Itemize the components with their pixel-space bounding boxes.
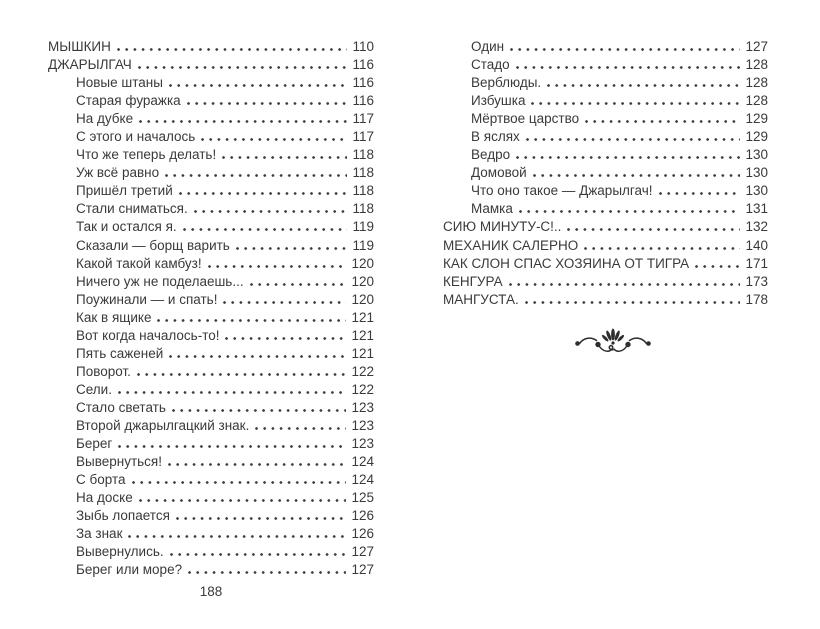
toc-leader-dots [172, 409, 347, 412]
toc-row [443, 110, 768, 128]
toc-entry-label: Зыбь лопается [76, 508, 170, 524]
toc-leader-dots [509, 283, 741, 286]
toc-row [48, 345, 374, 363]
toc-entry-page: 128 [745, 93, 768, 109]
toc-leader-dots [516, 156, 740, 159]
toc-entry-label: МЕХАНИК САЛЕРНО [443, 237, 579, 253]
toc-leader-dots [169, 84, 348, 87]
toc-entry-label: За знак [76, 526, 123, 542]
toc-leader-dots [695, 265, 740, 268]
toc-list-left [48, 38, 374, 579]
toc-row [48, 309, 374, 327]
toc-right-column [443, 38, 768, 309]
toc-row [48, 417, 374, 435]
toc-entry-page: 123 [351, 436, 374, 452]
toc-entry-page: 127 [745, 39, 768, 54]
toc-row [48, 38, 374, 56]
toc-leader-dots [187, 102, 348, 105]
toc-entry-page: 127 [351, 544, 374, 560]
toc-entry-page: 120 [351, 291, 374, 307]
toc-row [443, 92, 768, 110]
toc-leader-dots [526, 138, 741, 141]
toc-entry-page: 123 [351, 417, 374, 433]
toc-entry-page: 123 [351, 399, 374, 415]
toc-entry-label: Избушка [471, 93, 526, 109]
toc-entry-label: Стадо [471, 57, 510, 73]
toc-leader-dots [250, 283, 347, 286]
toc-entry-label: В яслях [471, 129, 520, 145]
toc-row [48, 543, 374, 561]
page-number: 188 [199, 584, 223, 599]
toc-entry-page: 124 [351, 472, 374, 488]
toc-entry-label: Стали сниматься. [76, 201, 188, 217]
toc-entry-page: 128 [745, 57, 768, 73]
toc-row [443, 74, 768, 92]
toc-leader-dots [117, 48, 348, 51]
toc-entry-page: 116 [352, 57, 374, 73]
toc-entry-label: СИЮ МИНУТУ-С!.. [443, 219, 562, 235]
toc-leader-dots [183, 228, 348, 231]
toc-row [48, 128, 374, 146]
toc-row [443, 255, 768, 273]
toc-leader-dots [222, 156, 347, 159]
toc-row [48, 218, 374, 236]
toc-entry-page: 178 [745, 291, 768, 307]
toc-row [443, 164, 768, 182]
toc-entry-page: 125 [351, 490, 374, 506]
toc-row [443, 200, 768, 218]
toc-leader-dots [169, 355, 346, 358]
toc-entry-page: 122 [351, 381, 374, 397]
toc-entry-page: 117 [352, 129, 374, 145]
toc-entry-label: На доске [76, 490, 133, 506]
toc-entry-page: 118 [352, 147, 374, 163]
toc-entry-page: 126 [351, 526, 374, 542]
toc-entry-page: 122 [351, 363, 374, 379]
toc-leader-dots [170, 553, 347, 556]
fleuron-ornament [450, 326, 775, 356]
toc-entry-label: Какой такой камбуз! [76, 255, 202, 271]
toc-leader-dots [194, 210, 348, 213]
toc-leader-dots [179, 192, 348, 195]
toc-entry-label: МЫШКИН [48, 39, 111, 54]
toc-row [48, 273, 374, 291]
toc-entry-page: 116 [352, 75, 374, 91]
toc-entry-page: 129 [745, 111, 768, 127]
toc-row [443, 128, 768, 146]
toc-row [48, 327, 374, 345]
toc-row [48, 255, 374, 273]
toc-entry-label: Ведро [471, 147, 511, 163]
toc-row [443, 38, 768, 56]
toc-entry-page: 119 [352, 237, 374, 253]
toc-leader-dots [168, 463, 346, 466]
toc-leader-dots [165, 174, 347, 177]
toc-entry-label: Берег или море? [76, 562, 183, 578]
toc-entry-page: 118 [352, 183, 374, 199]
toc-leader-dots [223, 301, 346, 304]
toc-leader-dots [519, 210, 741, 213]
toc-leader-dots [201, 138, 347, 141]
toc-row [48, 182, 374, 200]
toc-entry-page: 130 [745, 147, 768, 163]
toc-entry-page: 121 [351, 327, 374, 343]
toc-leader-dots [139, 499, 347, 502]
toc-row [48, 291, 374, 309]
toc-leader-dots [516, 66, 741, 69]
toc-entry-page: 131 [745, 201, 768, 217]
toc-entry-label: Как в ящике [76, 309, 152, 325]
toc-leader-dots [510, 48, 740, 51]
toc-row [48, 435, 374, 453]
toc-leader-dots [137, 373, 347, 376]
toc-entry-page: 128 [745, 75, 768, 91]
toc-entry-label: Вывернуться! [76, 454, 162, 470]
toc-row [443, 182, 768, 200]
toc-entry-label: КЕНГУРА [443, 273, 503, 289]
toc-entry-page: 121 [351, 345, 374, 361]
toc-leader-dots [208, 265, 347, 268]
toc-entry-label: Новые штаны [76, 75, 163, 91]
toc-entry-label: Один [471, 39, 505, 54]
toc-entry-page: 129 [745, 129, 768, 145]
toc-leader-dots [176, 517, 347, 520]
toc-row [48, 56, 374, 74]
toc-entry-label: Что оно такое — Джарылгач! [471, 183, 653, 199]
toc-entry-label: Сели. [76, 381, 112, 397]
toc-entry-label: Второй джарылгацкий знак. [76, 417, 250, 433]
toc-row [443, 273, 768, 291]
toc-entry-label: Что же теперь делать! [76, 147, 217, 163]
toc-row [48, 471, 374, 489]
toc-leader-dots [255, 427, 346, 430]
toc-row [443, 218, 768, 236]
toc-entry-page: 119 [352, 219, 374, 235]
toc-entry-label: С борта [76, 472, 126, 488]
toc-entry-label: Старая фуражка [76, 93, 181, 109]
toc-leader-dots [132, 481, 347, 484]
toc-row [48, 110, 374, 128]
toc-entry-page: 118 [352, 165, 374, 181]
toc-entry-page: 124 [351, 454, 374, 470]
toc-leader-dots [138, 66, 348, 69]
toc-entry-page: 120 [351, 255, 374, 271]
toc-leader-dots [567, 228, 740, 231]
toc-entry-label: Пришёл третий [76, 183, 173, 199]
toc-leader-dots [225, 337, 346, 340]
toc-row [48, 507, 374, 525]
toc-row [48, 164, 374, 182]
toc-entry-label: МАНГУСТА. [443, 291, 519, 307]
toc-row [48, 146, 374, 164]
toc-entry-page: 171 [745, 255, 768, 271]
toc-entry-page: 130 [745, 183, 768, 199]
toc-entry-label: Верблюды. [471, 75, 542, 91]
toc-entry-label: Ничего уж не поделаешь... [76, 273, 244, 289]
toc-entry-label: С этого и началось [76, 129, 196, 145]
toc-entry-page: 127 [351, 562, 374, 578]
toc-entry-page: 110 [352, 39, 374, 54]
toc-entry-page: 118 [352, 201, 374, 217]
toc-leader-dots [139, 120, 347, 123]
toc-row [48, 363, 374, 381]
toc-leader-dots [128, 535, 346, 538]
toc-left-column [48, 38, 374, 579]
toc-leader-dots [584, 247, 740, 250]
toc-leader-dots [533, 174, 741, 177]
toc-entry-label: Вот когда началось-то! [76, 327, 220, 343]
toc-entry-label: Так и остался я. [76, 219, 177, 235]
toc-entry-label: Домовой [471, 165, 527, 181]
toc-row [48, 399, 374, 417]
toc-entry-label: На дубке [76, 111, 134, 127]
toc-row [48, 453, 374, 471]
toc-leader-dots [157, 319, 346, 322]
toc-row [48, 200, 374, 218]
toc-row [443, 146, 768, 164]
toc-leader-dots [531, 102, 740, 105]
toc-entry-label: Мамка [471, 201, 513, 217]
toc-entry-label: КАК СЛОН СПАС ХОЗЯИНА ОТ ТИГРА [443, 255, 690, 271]
toc-entry-label: Поворот. [76, 363, 131, 379]
toc-entry-label: Берег [76, 436, 113, 452]
toc-entry-page: 126 [351, 508, 374, 524]
toc-row [443, 291, 768, 309]
toc-leader-dots [118, 391, 346, 394]
toc-leader-dots [188, 571, 346, 574]
toc-row [443, 56, 768, 74]
toc-row [443, 237, 768, 255]
toc-entry-label: Вывернулись. [76, 544, 164, 560]
toc-row [48, 489, 374, 507]
toc-entry-page: 173 [745, 273, 768, 289]
toc-entry-page: 140 [745, 237, 768, 253]
toc-entry-label: Сказали — борщ варить [76, 237, 230, 253]
toc-entry-page: 116 [352, 93, 374, 109]
toc-list-right [443, 38, 768, 309]
toc-leader-dots [236, 247, 348, 250]
toc-entry-label: Мёртвое царство [471, 111, 580, 127]
toc-entry-page: 117 [352, 111, 374, 127]
toc-entry-label: ДЖАРЫЛГАЧ [48, 57, 132, 73]
toc-leader-dots [118, 445, 346, 448]
toc-entry-label: Стало светать [76, 399, 166, 415]
toc-entry-label: Пять саженей [76, 345, 164, 361]
toc-entry-page: 121 [351, 309, 374, 325]
toc-leader-dots [659, 192, 741, 195]
toc-row [48, 74, 374, 92]
toc-row [48, 561, 374, 579]
toc-entry-page: 130 [745, 165, 768, 181]
toc-row [48, 237, 374, 255]
toc-leader-dots [547, 84, 740, 87]
toc-entry-page: 120 [351, 273, 374, 289]
toc-leader-dots [585, 120, 740, 123]
toc-entry-page: 132 [745, 219, 768, 235]
toc-entry-label: Уж всё равно [76, 165, 160, 181]
toc-entry-label: Поужинали — и спать! [76, 291, 218, 307]
toc-row [48, 92, 374, 110]
toc-row [48, 381, 374, 399]
toc-leader-dots [525, 301, 741, 304]
toc-row [48, 525, 374, 543]
